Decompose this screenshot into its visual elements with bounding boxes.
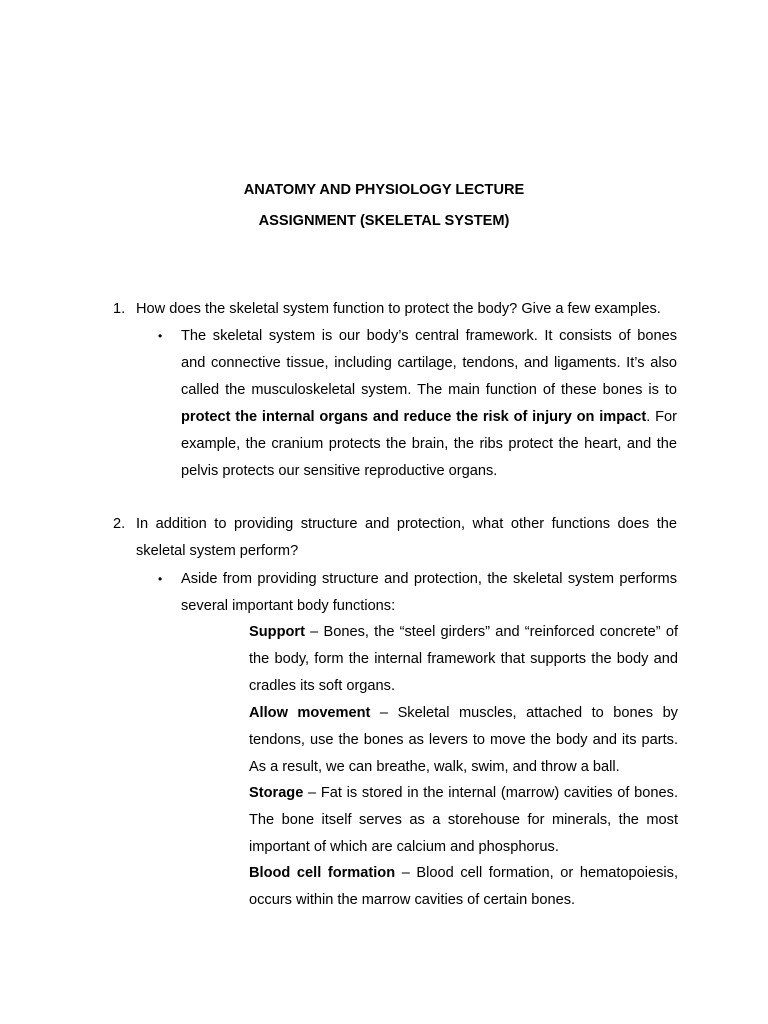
answer-1-text-part2: . For example, the cranium protects the brain, the ribs protect the heart, and the pelvis protects our sensitive reproductive organs. [181, 409, 678, 479]
answer-1-bullet: • [158, 329, 163, 343]
function-description: – Fat is stored in the internal (marrow) cavities of bones. The bone itself serves as a storehouse for minerals, the most important of which are calcium and phosphorus. [249, 785, 678, 855]
function-support [249, 619, 678, 700]
function-description: – Blood cell formation, or hematopoiesis, occurs within the marrow cavities of certain bones. [249, 865, 678, 908]
function-allow-movement [249, 700, 678, 781]
function-blood-cell-formation [249, 860, 678, 914]
function-description: – Bones, the “steel girders” and “reinforced concrete” of the body, form the internal framework that supports the body and cradles its soft organs. [249, 624, 678, 694]
answer-1-text [181, 323, 677, 485]
question-1-number: 1. [113, 301, 126, 317]
answer-2-intro: Aside from providing structure and protection, the skeletal system performs several important body functions: [181, 571, 677, 614]
question-2-number: 2. [113, 516, 126, 532]
question-1-text: How does the skeletal system function to protect the body? Give a few examples. [136, 301, 661, 317]
function-term: Allow movement [249, 705, 371, 721]
function-term: Storage [249, 785, 304, 801]
question-2-text: In addition to providing structure and protection, what other functions does the skeletal system perform? [136, 516, 677, 559]
function-term: Support [249, 624, 305, 640]
function-term: Blood cell formation [249, 865, 396, 881]
answer-1-text-part1: The skeletal system is our body’s central framework. It consists of bones and connective tissue, including cartilage, tendons, and ligaments. It’s also called the musculoskeletal system. The main function of these bones is to [181, 328, 677, 398]
function-storage [249, 780, 678, 861]
document-title: ANATOMY AND PHYSIOLOGY LECTURE [243, 182, 525, 198]
document-subtitle: ASSIGNMENT (SKELETAL SYSTEM) [258, 213, 510, 229]
answer-2-bullet: • [158, 572, 163, 586]
answer-1-bold-text: protect the internal organs and reduce the risk of injury on impact [181, 409, 647, 425]
function-description: – Skeletal muscles, attached to bones by tendons, use the bones as levers to move the body and its parts. As a result, we can breathe, walk, swim, and throw a ball. [249, 705, 678, 775]
